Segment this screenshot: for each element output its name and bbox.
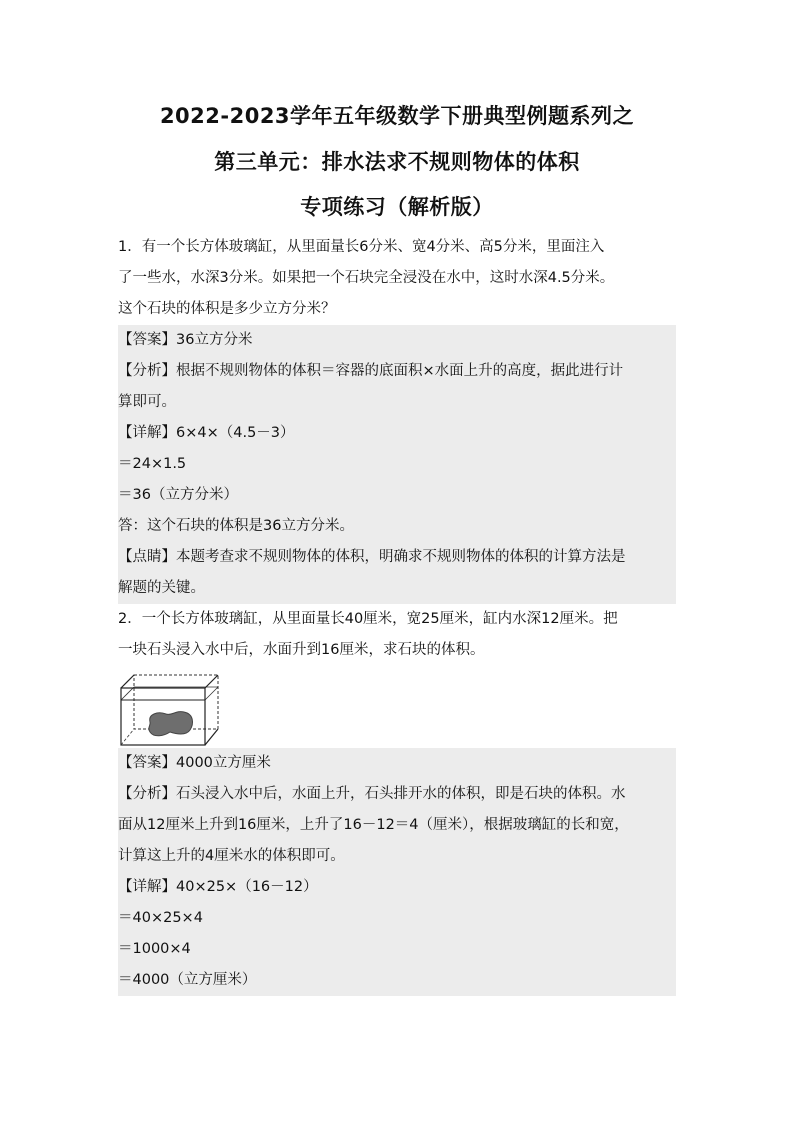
question-2 [118,604,676,666]
detail-1-line: 【详解】6×4×（4.5－3） [118,425,295,441]
analysis-1-line: 【分析】根据不规则物体的体积＝容器的底面积×水面上升的高度，据此进行计 [118,363,624,379]
detail-2-line: 【详解】40×25×（16－12） [118,879,318,895]
detail-2-line: ＝40×25×4 [118,910,203,926]
document-title-practice: 专项练习（解析版） [300,195,494,219]
question-1-text-line: 了一些水，水深3分米。如果把一个石块完全浸没在水中，这时水深4.5分米。 [118,270,615,286]
comment-1-line: 【点睛】本题考查求不规则物体的体积，明确求不规则物体的体积的计算方法是 [118,549,626,565]
document-body [118,232,676,996]
glass-tank-with-stone-icon [120,674,220,748]
analysis-2-line: 面从12厘米上升到16厘米，上升了16－12＝4（厘米），根据玻璃缸的长和宽， [118,817,629,833]
detail-2-line: ＝1000×4 [118,941,191,957]
question-1-text-line: 这个石块的体积是多少立方分米？ [118,301,336,317]
question-2-figure [118,666,676,748]
question-2-text-line: 2．一个长方体玻璃缸，从里面量长40厘米，宽25厘米，缸内水深12厘米。把 [118,611,618,627]
solution-1 [118,325,676,604]
comment-1-line: 解题的关键。 [118,580,205,596]
detail-2-line: ＝4000（立方厘米） [118,972,257,988]
answer-2: 【答案】4000立方厘米 [118,755,271,771]
analysis-2-line: 计算这上升的4厘米水的体积即可。 [118,848,345,864]
document-title-series: 2022-2023学年五年级数学下册典型例题系列之 [159,104,635,128]
answer-1: 【答案】36立方分米 [118,332,253,348]
question-2-text-line: 一块石头浸入水中后，水面升到16厘米，求石块的体积。 [118,642,485,658]
analysis-2-line: 【分析】石头浸入水中后，水面上升，石头排开水的体积，即是石块的体积。水 [118,786,626,802]
document-title-unit: 第三单元：排水法求不规则物体的体积 [214,150,580,174]
detail-1-line: ＝24×1.5 [118,456,187,472]
question-1-text-line: 1．有一个长方体玻璃缸，从里面量长6分米、宽4分米、高5分米，里面注入 [118,239,605,255]
question-1 [118,232,676,325]
detail-1-line: ＝36（立方分米） [118,487,238,503]
solution-2 [118,748,676,996]
analysis-1-line: 算即可。 [118,394,176,410]
detail-1-line: 答：这个石块的体积是36立方分米。 [118,518,354,534]
